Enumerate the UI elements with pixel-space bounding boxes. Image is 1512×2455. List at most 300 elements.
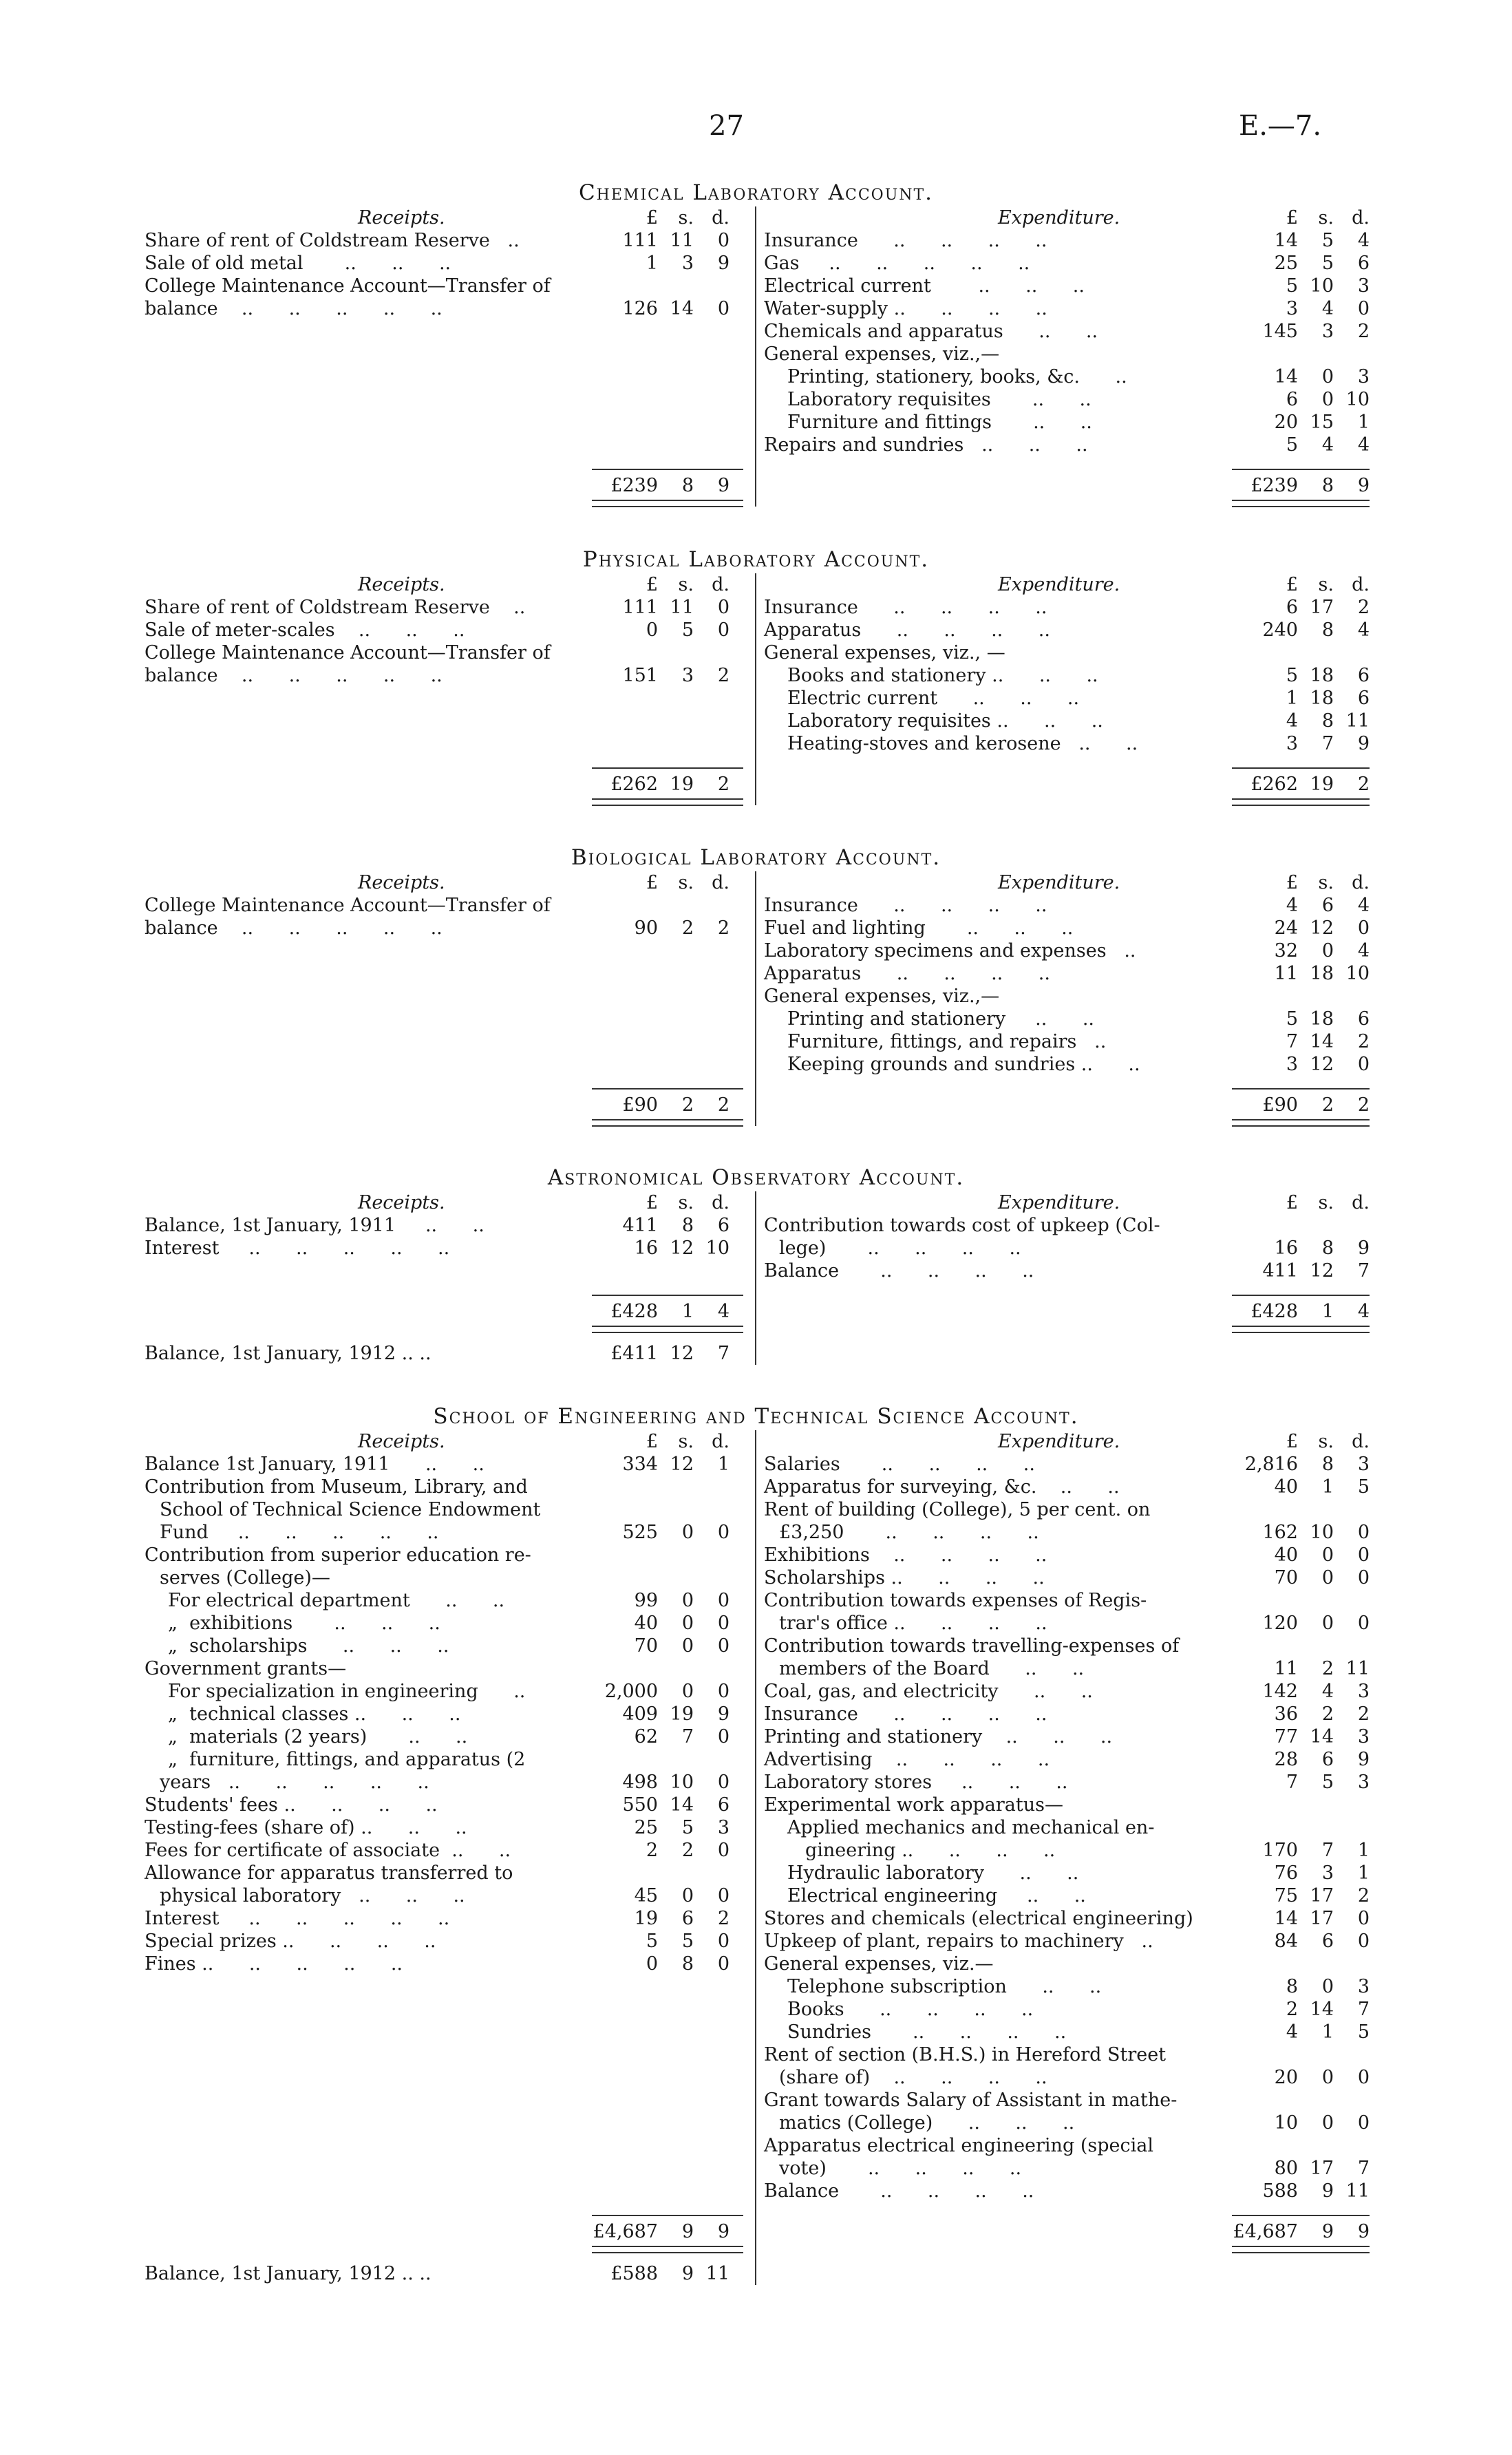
- receipt-row: [145, 1237, 743, 1260]
- amount: [592, 1839, 743, 1862]
- amount-shillings: 17: [1310, 597, 1334, 618]
- expenditure-row: [764, 1657, 1370, 1680]
- expenditure-column-header: [764, 871, 1370, 894]
- expenditure-text: Contribution towards cost of upkeep (Col-: [764, 1215, 1160, 1236]
- amount: [1232, 1544, 1370, 1566]
- shillings-header: s.: [1318, 1192, 1334, 1213]
- receipt-text: Share of rent of Coldstream Reserve ..: [145, 230, 520, 251]
- amount: [1232, 297, 1370, 320]
- amount: [592, 917, 743, 939]
- amount-shillings: 5: [681, 619, 694, 641]
- expenditure-column: [764, 206, 1370, 456]
- amount: [1232, 1300, 1370, 1323]
- receipt-row: [145, 275, 743, 297]
- receipt-text: For electrical department .. ..: [168, 1590, 505, 1611]
- amount: [592, 1794, 743, 1816]
- receipts-total-rule: [592, 1295, 743, 1296]
- receipt-row: [145, 1521, 743, 1544]
- expenditure-text: Apparatus .. .. .. ..: [764, 963, 1050, 984]
- balance-carried-row: [145, 1342, 743, 1365]
- amount-pounds: 40: [1274, 1544, 1298, 1566]
- amount: [1232, 2180, 1370, 2202]
- expenditure-row: [764, 297, 1370, 320]
- expenditure-text: Contribution towards expenses of Regis-: [764, 1590, 1147, 1611]
- amount: [592, 1094, 730, 1116]
- amount-pence: 1: [1357, 1840, 1370, 1861]
- expenditure-row: [764, 1214, 1370, 1237]
- amount-shillings: 9: [1321, 2180, 1334, 2202]
- receipt-text: Share of rent of Coldstream Reserve ..: [145, 597, 526, 618]
- amount-pounds: 16: [634, 1237, 658, 1259]
- amount-pounds: 5: [1286, 1008, 1298, 1030]
- expenditure-row: [764, 1260, 1370, 1282]
- currency-header: [1232, 1430, 1370, 1453]
- receipt-text: Testing-fees (share of) .. .. ..: [145, 1817, 467, 1838]
- amount: [1232, 2021, 1370, 2043]
- amount: [1232, 1635, 1370, 1657]
- amount-pence: 2: [1357, 1885, 1370, 1906]
- receipts-total-rule: [592, 767, 743, 769]
- amount-pounds: 77: [1274, 1726, 1298, 1747]
- pounds-header: £: [646, 1431, 658, 1452]
- amount-shillings: 14: [1310, 1999, 1334, 2020]
- amount: [1232, 1053, 1370, 1076]
- amount: [1232, 1521, 1370, 1544]
- amount: [592, 275, 743, 297]
- receipt-text: Government grants—: [145, 1658, 347, 1679]
- pence-header: d.: [712, 872, 730, 893]
- amount-shillings: 17: [1310, 2158, 1334, 2179]
- receipt-row: [145, 1635, 743, 1657]
- amount-pounds: 70: [634, 1635, 658, 1657]
- receipts-column-header: [145, 871, 743, 894]
- amount-shillings: 14: [1310, 1726, 1334, 1747]
- amount: [592, 1476, 743, 1498]
- expenditure-column-header: [764, 1430, 1370, 1453]
- expenditure-row: [764, 1612, 1370, 1635]
- expenditure-row: [764, 1725, 1370, 1748]
- expenditure-text: Grant towards Salary of Assistant in mathe-: [764, 2090, 1178, 2111]
- amount: [1232, 1930, 1370, 1953]
- amount: [1232, 1237, 1370, 1260]
- amount-pence: 6: [717, 1215, 730, 1236]
- amount: [1232, 1498, 1370, 1521]
- expenditure-text: £3,250 .. .. .. ..: [779, 1522, 1039, 1543]
- receipts-total-double-rule: [592, 1326, 743, 1333]
- balance-carried-text: Balance, 1st January, 1912 .. ..: [145, 1343, 432, 1364]
- expenditure-row: [764, 939, 1370, 962]
- amount-pence: 2: [1357, 1094, 1370, 1116]
- pounds-header: £: [646, 872, 658, 893]
- expenditure-text: Rent of section (B.H.S.) in Hereford Street: [764, 2044, 1167, 2065]
- amount-shillings: 2: [681, 1840, 694, 1861]
- amount-shillings: 3: [681, 253, 694, 274]
- amount: [1232, 1703, 1370, 1725]
- amount-shillings: 12: [1310, 1260, 1334, 1282]
- receipt-row: [145, 1680, 743, 1703]
- amount-pence: 9: [717, 1703, 730, 1725]
- amount-shillings: 0: [681, 1635, 694, 1657]
- amount-pence: 2: [717, 1908, 730, 1929]
- receipt-row: [145, 1703, 743, 1725]
- expenditure-text: Laboratory stores .. .. ..: [764, 1772, 1068, 1793]
- amount-pence: 7: [1357, 1999, 1370, 2020]
- amount: [1232, 985, 1370, 1008]
- expenditure-column: [764, 1191, 1370, 1282]
- amount-pence: 0: [1357, 1054, 1370, 1075]
- expenditure-text: Contribution towards travelling-expenses of: [764, 1635, 1180, 1657]
- amount-pounds: 2,000: [604, 1681, 658, 1702]
- amount-pence: 0: [1357, 1544, 1370, 1566]
- amount-pence: 10: [1345, 389, 1370, 410]
- amount-pounds: 70: [1274, 1567, 1298, 1588]
- amount: [1232, 1816, 1370, 1839]
- receipt-text: „ technical classes .. .. ..: [168, 1703, 461, 1725]
- balance-carried-text: Balance, 1st January, 1912 .. ..: [145, 2263, 432, 2284]
- amount-shillings: 7: [681, 1726, 694, 1747]
- amount-shillings: 7: [1321, 1840, 1334, 1861]
- expenditure-total-double-rule: [1232, 1326, 1370, 1333]
- expenditure-column: [764, 1430, 1370, 2202]
- receipt-text: balance .. .. .. .. ..: [145, 298, 443, 319]
- receipts-label: Receipts.: [358, 1431, 445, 1452]
- pounds-header: £: [646, 574, 658, 595]
- amount-pence: 2: [1357, 1031, 1370, 1052]
- amount-pounds: 45: [634, 1885, 658, 1906]
- expenditure-row: [764, 1998, 1370, 2021]
- receipt-text: Sale of old metal .. .. ..: [145, 253, 451, 274]
- expenditure-column-header: [764, 1191, 1370, 1214]
- expenditure-label: Expenditure.: [998, 872, 1120, 893]
- receipt-text: Contribution from superior education re-: [145, 1544, 531, 1566]
- expenditure-row: [764, 1703, 1370, 1725]
- receipt-text: Special prizes .. .. .. ..: [145, 1931, 436, 1952]
- amount-shillings: 5: [681, 1931, 694, 1952]
- amount: [1232, 1794, 1370, 1816]
- amount-shillings: 6: [1321, 895, 1334, 916]
- expenditure-row: [764, 411, 1370, 434]
- amount-shillings: 12: [1310, 1054, 1334, 1075]
- expenditure-row: [764, 917, 1370, 939]
- amount-pence: 2: [1357, 1703, 1370, 1725]
- expenditure-row: [764, 1816, 1370, 1839]
- expenditure-text: Hydraulic laboratory .. ..: [787, 1862, 1079, 1884]
- amount-pounds: 2,816: [1244, 1454, 1298, 1475]
- amount-pounds: £428: [610, 1301, 658, 1322]
- amount: [1232, 1030, 1370, 1053]
- amount-pounds: 4: [1286, 895, 1298, 916]
- amount-pence: 0: [1357, 1613, 1370, 1634]
- shillings-header: s.: [678, 1192, 694, 1213]
- expenditure-text: Laboratory specimens and expenses ..: [764, 940, 1136, 961]
- receipt-row: [145, 1725, 743, 1748]
- amount-pence: 0: [717, 1772, 730, 1793]
- column-divider: [755, 573, 756, 805]
- receipt-row: [145, 619, 743, 641]
- amount-shillings: 15: [1310, 412, 1334, 433]
- amount: [592, 1635, 743, 1657]
- expenditure-row: [764, 229, 1370, 252]
- amount: [592, 1342, 730, 1365]
- amount-pounds: 3: [1286, 298, 1298, 319]
- amount-shillings: 0: [1321, 1567, 1334, 1588]
- amount: [592, 619, 743, 641]
- expenditure-text: Keeping grounds and sundries .. ..: [787, 1054, 1140, 1075]
- receipts-column-header: [145, 1430, 743, 1453]
- amount-shillings: 19: [670, 1703, 694, 1725]
- expenditure-text: Experimental work apparatus—: [764, 1794, 1063, 1816]
- pounds-header: £: [1286, 207, 1298, 229]
- amount-pence: 11: [1345, 710, 1370, 732]
- amount-pence: 9: [1357, 1237, 1370, 1259]
- column-divider: [755, 871, 756, 1126]
- amount: [1232, 1476, 1370, 1498]
- receipt-text: years .. .. .. .. ..: [160, 1772, 429, 1793]
- amount-pounds: 62: [634, 1726, 658, 1747]
- amount-pounds: 20: [1274, 412, 1298, 433]
- amount-shillings: 0: [1321, 2067, 1334, 2088]
- amount-pence: 0: [717, 1953, 730, 1975]
- receipt-row: [145, 664, 743, 687]
- expenditure-text: Electrical current .. .. ..: [764, 275, 1085, 297]
- amount: [1232, 229, 1370, 252]
- amount: [1232, 365, 1370, 388]
- expenditure-row: [764, 1589, 1370, 1612]
- amount-pounds: 76: [1274, 1862, 1298, 1884]
- amount-shillings: 8: [1321, 1237, 1334, 1259]
- amount-pounds: £428: [1250, 1301, 1298, 1322]
- amount-pence: 0: [717, 619, 730, 641]
- amount: [592, 1907, 743, 1930]
- expenditure-label: Expenditure.: [998, 1192, 1120, 1213]
- amount: [1232, 474, 1370, 497]
- amount: [592, 1884, 743, 1907]
- expenditure-text: Insurance .. .. .. ..: [764, 230, 1047, 251]
- currency-header: [592, 1191, 743, 1214]
- expenditure-text: Gas .. .. .. .. ..: [764, 253, 1030, 274]
- amount-pence: 0: [717, 1635, 730, 1657]
- expenditure-text: Salaries .. .. .. ..: [764, 1454, 1035, 1475]
- amount-shillings: 0: [1321, 1976, 1334, 1997]
- amount: [1232, 1862, 1370, 1884]
- expenditure-text: Upkeep of plant, repairs to machinery ..: [764, 1931, 1153, 1952]
- amount: [592, 229, 743, 252]
- amount-pounds: 4: [1286, 710, 1298, 732]
- receipt-row: [145, 596, 743, 619]
- amount-pence: 0: [1357, 2112, 1370, 2134]
- receipt-row: [145, 1498, 743, 1521]
- amount-pounds: 550: [622, 1794, 658, 1816]
- amount-pounds: 14: [1274, 366, 1298, 387]
- expenditure-text: Stores and chemicals (electrical engineering): [764, 1908, 1193, 1929]
- amount: [1232, 1453, 1370, 1476]
- amount: [592, 1725, 743, 1748]
- amount-pounds: 126: [622, 298, 658, 319]
- expenditure-text: Printing and stationery .. .. ..: [764, 1726, 1113, 1747]
- amount-pence: 0: [717, 1590, 730, 1611]
- expenditure-row: [764, 365, 1370, 388]
- receipts-label: Receipts.: [358, 574, 445, 595]
- expenditure-text: (share of) .. .. .. ..: [779, 2067, 1047, 2088]
- receipts-column: [145, 871, 743, 939]
- amount: [592, 1612, 743, 1635]
- amount-pence: 10: [705, 1237, 730, 1259]
- amount-pence: 0: [717, 597, 730, 618]
- amount-shillings: 11: [670, 230, 694, 251]
- amount-pounds: 334: [622, 1454, 658, 1475]
- amount-pence: 2: [1357, 774, 1370, 795]
- expenditure-text: Books and stationery .. .. ..: [787, 665, 1098, 686]
- amount-shillings: 8: [681, 475, 694, 496]
- expenditure-row: [764, 985, 1370, 1008]
- amount: [1232, 1260, 1370, 1282]
- amount-pence: 4: [1357, 434, 1370, 456]
- amount-shillings: 12: [670, 1237, 694, 1259]
- amount-shillings: 19: [670, 774, 694, 795]
- expenditure-total-double-rule: [1232, 500, 1370, 507]
- receipt-row: [145, 894, 743, 917]
- expenditure-text: vote) .. .. .. ..: [779, 2158, 1022, 2179]
- expenditure-text: Insurance .. .. .. ..: [764, 597, 1047, 618]
- receipts-column-header: [145, 1191, 743, 1214]
- expenditure-total-rule: [1232, 767, 1370, 769]
- amount-shillings: 0: [1321, 1613, 1334, 1634]
- expenditure-text: Printing, stationery, books, &c. ..: [787, 366, 1127, 387]
- currency-header: [1232, 1191, 1370, 1214]
- amount-pounds: 25: [634, 1817, 658, 1838]
- amount: [592, 2220, 730, 2243]
- amount-pence: 0: [1357, 1908, 1370, 1929]
- amount-pence: 2: [717, 917, 730, 939]
- amount-pounds: 24: [1274, 917, 1298, 939]
- pounds-header: £: [1286, 1431, 1298, 1452]
- amount-pounds: 411: [622, 1215, 658, 1236]
- receipt-text: Fines .. .. .. .. ..: [145, 1953, 403, 1975]
- amount: [1232, 939, 1370, 962]
- receipt-text: College Maintenance Account—Transfer of: [145, 275, 551, 297]
- amount: [1232, 1094, 1370, 1116]
- receipts-column-header: [145, 573, 743, 596]
- receipt-row: [145, 1566, 743, 1589]
- expenditure-row: [764, 2089, 1370, 2112]
- amount-pounds: 4: [1286, 2021, 1298, 2043]
- expenditure-text: Heating-stoves and kerosene .. ..: [787, 733, 1138, 754]
- shillings-header: s.: [678, 207, 694, 229]
- amount-pence: 9: [1357, 475, 1370, 496]
- amount: [1232, 917, 1370, 939]
- receipt-text: Interest .. .. .. .. ..: [145, 1908, 450, 1929]
- currency-header: [1232, 871, 1370, 894]
- amount: [1232, 1566, 1370, 1589]
- physical-account-title: Physical Laboratory Account.: [582, 547, 930, 572]
- expenditure-row: [764, 1237, 1370, 1260]
- amount-pounds: 2: [1286, 1999, 1298, 2020]
- amount-pence: 4: [1357, 1301, 1370, 1322]
- amount-pounds: 411: [1262, 1260, 1298, 1282]
- receipt-row: [145, 1839, 743, 1862]
- amount-pounds: £411: [610, 1343, 658, 1364]
- expenditure-text: Repairs and sundries .. .. ..: [764, 434, 1088, 456]
- amount: [1232, 343, 1370, 365]
- expenditure-row: [764, 1453, 1370, 1476]
- amount-pence: 9: [717, 475, 730, 496]
- amount: [592, 1237, 743, 1260]
- amount: [592, 1930, 743, 1953]
- amount-pounds: 3: [1286, 1054, 1298, 1075]
- amount-pence: 4: [717, 1301, 730, 1322]
- amount: [1232, 732, 1370, 755]
- receipt-text: balance .. .. .. .. ..: [145, 665, 443, 686]
- expenditure-column: [764, 573, 1370, 755]
- amount-shillings: 18: [1310, 665, 1334, 686]
- amount-shillings: 10: [1310, 275, 1334, 297]
- receipt-row: [145, 1816, 743, 1839]
- receipt-row: [145, 1907, 743, 1930]
- amount: [1232, 2134, 1370, 2157]
- amount: [1232, 894, 1370, 917]
- amount-shillings: 0: [1321, 2112, 1334, 2134]
- amount-pounds: 5: [1286, 434, 1298, 456]
- amount: [592, 297, 743, 320]
- amount: [592, 773, 730, 796]
- amount: [1232, 2157, 1370, 2180]
- receipt-text: Balance 1st January, 1911 .. ..: [145, 1454, 485, 1475]
- receipt-text: Contribution from Museum, Library, and: [145, 1476, 528, 1498]
- amount-pounds: 2: [646, 1840, 658, 1861]
- amount-pence: 5: [1357, 2021, 1370, 2043]
- receipt-row: [145, 1476, 743, 1498]
- amount: [592, 252, 743, 275]
- amount-pence: 2: [1357, 321, 1370, 342]
- amount: [592, 1498, 743, 1521]
- amount-shillings: 3: [1321, 1862, 1334, 1884]
- expenditure-text: Electrical engineering .. ..: [787, 1885, 1086, 1906]
- amount-shillings: 6: [1321, 1931, 1334, 1952]
- amount: [1232, 664, 1370, 687]
- shillings-header: s.: [1318, 574, 1334, 595]
- expenditure-text: matics (College) .. .. ..: [779, 2112, 1075, 2134]
- amount: [1232, 1725, 1370, 1748]
- amount-pounds: 145: [1262, 321, 1298, 342]
- document-reference: E.—7.: [1239, 110, 1322, 142]
- amount-pounds: £239: [1250, 475, 1298, 496]
- expenditure-text: Water-supply .. .. .. ..: [764, 298, 1047, 319]
- amount: [592, 664, 743, 687]
- receipt-row: [145, 1884, 743, 1907]
- amount: [1232, 2043, 1370, 2066]
- amount-pence: 7: [1357, 1260, 1370, 1282]
- amount-shillings: 14: [670, 298, 694, 319]
- amount-pence: 3: [1357, 1454, 1370, 1475]
- amount-shillings: 5: [1321, 1772, 1334, 1793]
- receipt-row: [145, 917, 743, 939]
- pence-header: d.: [712, 574, 730, 595]
- expenditure-row: [764, 1498, 1370, 1521]
- expenditure-text: trar's office .. .. .. ..: [779, 1613, 1047, 1634]
- amount-shillings: 1: [1321, 1301, 1334, 1322]
- expenditure-row: [764, 664, 1370, 687]
- amount-pounds: 11: [1274, 1658, 1298, 1679]
- amount-shillings: 0: [681, 1590, 694, 1611]
- amount: [592, 1544, 743, 1566]
- pence-header: d.: [1352, 574, 1370, 595]
- amount-shillings: 0: [681, 1885, 694, 1906]
- expenditure-row: [764, 1975, 1370, 1998]
- amount-shillings: 2: [1321, 1703, 1334, 1725]
- expenditure-row: [764, 1680, 1370, 1703]
- amount-pence: 11: [1345, 2180, 1370, 2202]
- expenditure-row: [764, 2043, 1370, 2066]
